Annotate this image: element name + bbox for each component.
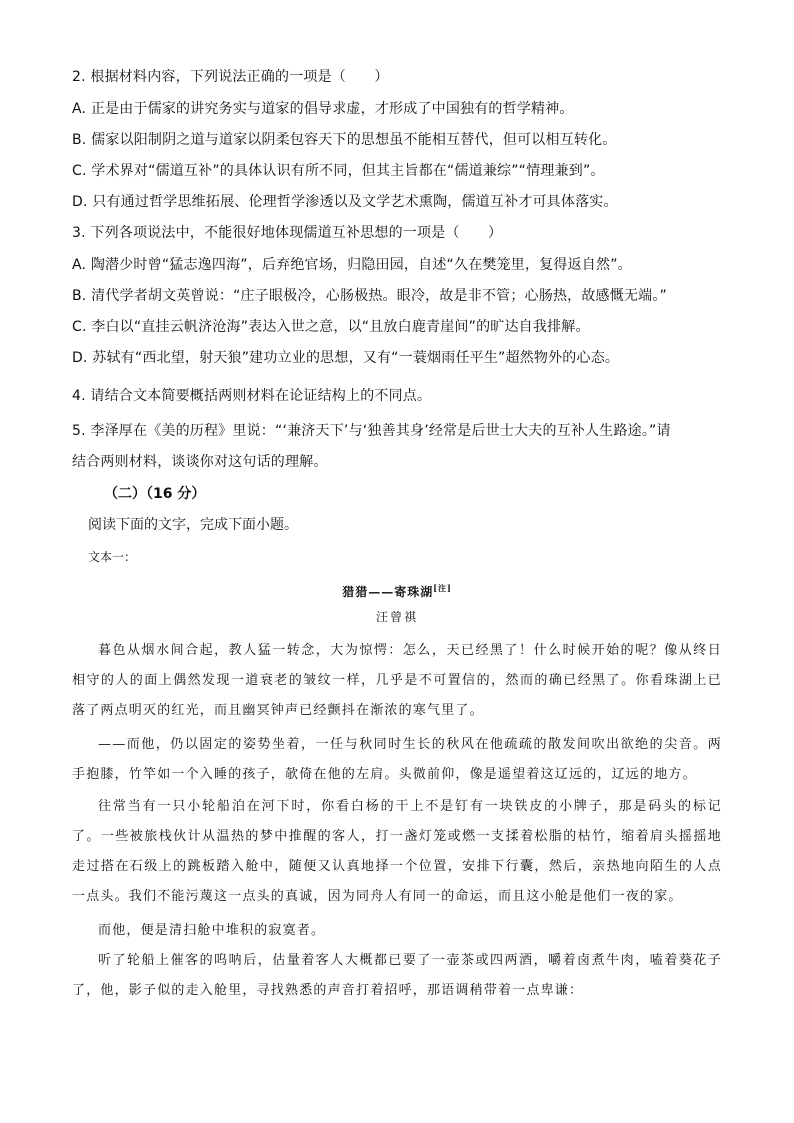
question-2-option-b: B. 儒家以阳制阴之道与道家以阴柔包容天下的思想虽不能相互替代，但可以相互转化。 bbox=[72, 132, 617, 148]
section-instruction: 阅读下面的文字，完成下面小题。 bbox=[88, 517, 298, 533]
question-2-option-a: A. 正是由于儒家的讲究务实与道家的倡导求虚，才形成了中国独有的哲学精神。 bbox=[72, 101, 574, 117]
question-3-option-b: B. 清代学者胡文英曾说：“庄子眼极冷，心肠极热。眼冷，故是非不管；心肠热，故感慨无端。” bbox=[72, 288, 668, 304]
question-4: 4. 请结合文本简要概括两则材料在论证结构上的不同点。 bbox=[72, 388, 432, 404]
text-label: 文本一： bbox=[88, 550, 137, 564]
section-heading: （二）（16 分） bbox=[104, 486, 206, 502]
question-3-option-d: D. 苏轼有“西北望，射天狼”建功立业的思想，又有“一蓑烟雨任平生”超然物外的心态。 bbox=[72, 350, 620, 366]
passage-paragraph-4: 而他，便是清扫舱中堆积的寂寞者。 bbox=[98, 923, 326, 938]
question-2-stem: 2. 根据材料内容，下列说法正确的一项是（ ） bbox=[72, 69, 389, 85]
question-5-line-1: 5. 李泽厚在《美的历程》里说：“‘兼济天下’与‘独善其身’经常是后世士大夫的互补人生路途。”请 bbox=[72, 423, 671, 439]
passage-paragraph-1: 暮色从烟水间合起，教人猛一转念，大为惊愕：怎么，天已经黑了！什么时候开始的呢？像从终日相守的人的面上偶然发现一道衰老的皱纹一样，几乎是不可置信的，然而的确已经黑了。你看珠湖上已落了两点明灭的红光，而且幽冥钟声已经颤抖在渐浓的寒气里了。 bbox=[72, 643, 722, 718]
question-3-stem: 3. 下列各项说法中，不能很好地体现儒道互补思想的一项是（ ） bbox=[72, 225, 503, 241]
question-5-line-2: 结合两则材料，谈谈你对这句话的理解。 bbox=[72, 454, 328, 470]
passage-title-wrap bbox=[0, 580, 794, 600]
passage-paragraph-3: 往常当有一只小轮船泊在河下时，你看白杨的干上不是钉有一块铁皮的小牌子，那是码头的标记了。一些被旅栈伙计从温热的梦中推醒的客人，打一盏灯笼或燃一支揉着松脂的枯竹，缩着肩头摇摇地走过搭在石级上的跳板踏入舱中，随便又认真地择一个位置，安排下行囊，然后，亲热地向陌生的人点一点头。我们不能污蔑这一点头的真诚，因为同舟人有同一的命运，而且这小舱是他们一夜的家。 bbox=[72, 799, 722, 904]
passage-paragraph-2: ——而他，仍以固定的姿势坐着，一任与秋同时生长的秋风在他疏疏的散发间吹出欲绝的尖音。两手抱膝，竹竿如一个入睡的孩子，欹倚在他的左肩。头微前仰，像是遥望着这辽远的，辽远的地方。 bbox=[72, 737, 722, 782]
passage-author: 汪曾祺 bbox=[375, 610, 418, 624]
question-3-option-c: C. 李白以“直挂云帆济沧海”表达入世之意，以“且放白鹿青崖间”的旷达自我排解。 bbox=[72, 319, 590, 335]
question-2-option-c: C. 学术界对“儒道互补”的具体认识有所不同，但其主旨都在“儒道兼综”“情理兼到”。 bbox=[72, 163, 605, 179]
question-2-option-d: D. 只有通过哲学思维拓展、伦理哲学渗透以及文学艺术熏陶，儒道互补才可具体落实。 bbox=[72, 194, 618, 210]
question-3-option-a: A. 陶潜少时曾“猛志逸四海”，后弃绝官场，归隐田园，自述“久在樊笼里，复得返自然”。 bbox=[72, 257, 632, 273]
passage-paragraph-5: 听了轮船上催客的呜呐后，估量着客人大概都已要了一壶茶或四两酒，嚼着卤煮牛肉，嗑着葵花子了，他，影子似的走入舱里，寻找熟悉的声音打着招呼，那语调稍带着一点卑谦： bbox=[72, 953, 722, 998]
passage-title: 猎猎——寄珠湖 bbox=[342, 585, 434, 599]
passage-note-mark: [注] bbox=[433, 583, 452, 593]
